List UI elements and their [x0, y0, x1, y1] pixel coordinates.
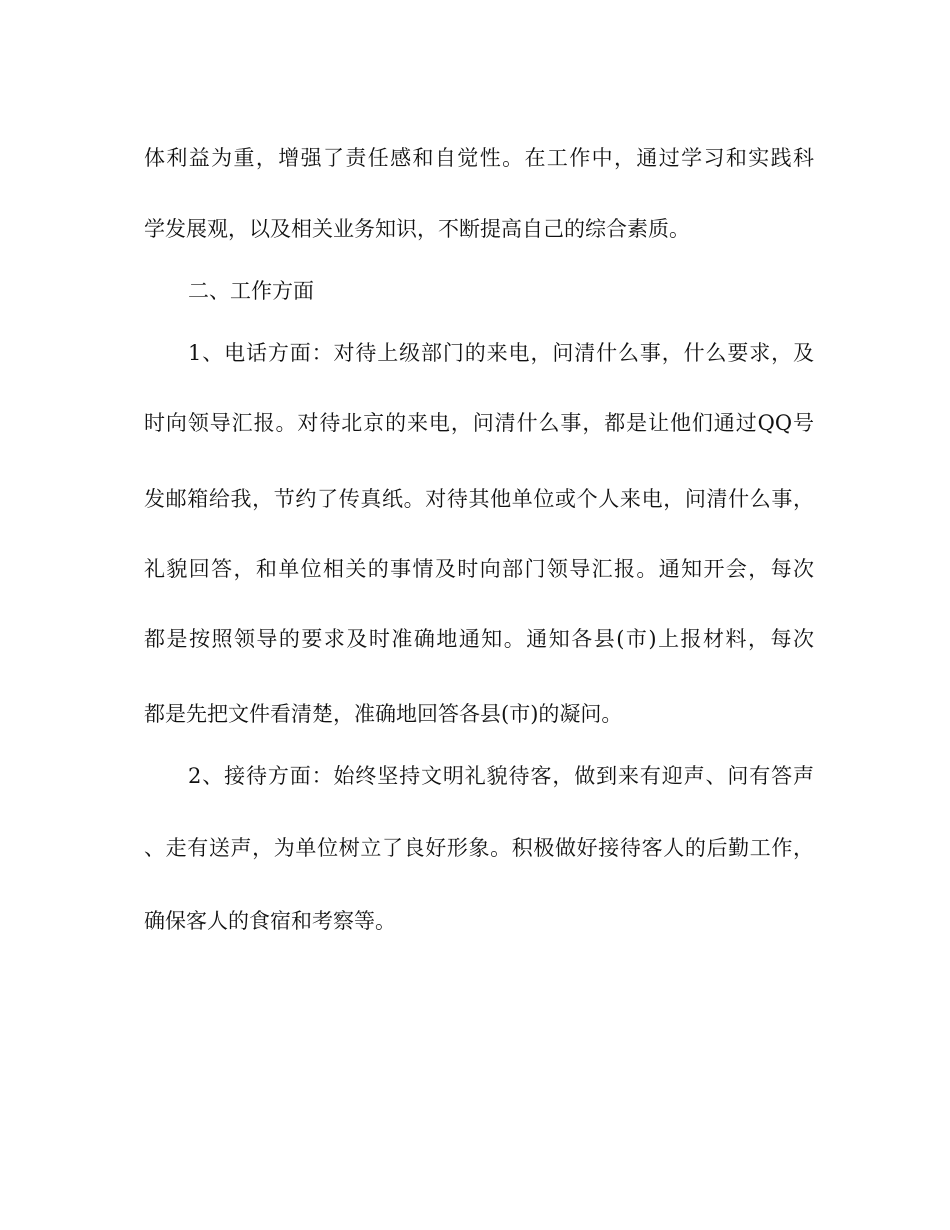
paragraph-line: 2、接待方面：始终坚持文明礼貌待客，做到来有迎声、问有答声: [188, 764, 814, 788]
paragraph-line: 时向领导汇报。对待北京的来电，问清什么事，都是让他们通过QQ号: [144, 411, 814, 435]
paragraph-line: 都是按照领导的要求及时准确地通知。通知各县(市)上报材料，每次: [144, 627, 814, 651]
paragraph-line: 发邮箱给我，节约了传真纸。对待其他单位或个人来电，问清什么事，: [144, 487, 814, 511]
paragraph-line: 1、电话方面：对待上级部门的来电，问清什么事，什么要求，及: [188, 341, 814, 365]
paragraph-line: 礼貌回答，和单位相关的事情及时向部门领导汇报。通知开会，每次: [144, 557, 814, 581]
paragraph-line: 体利益为重，增强了责任感和自觉性。在工作中，通过学习和实践科: [144, 146, 814, 170]
paragraph-line: 确保客人的食宿和考察等。: [144, 909, 396, 933]
paragraph-line: 都是先把文件看清楚，准确地回答各县(市)的凝问。: [144, 702, 623, 726]
paragraph-line: 、走有送声，为单位树立了良好形象。积极做好接待客人的后勤工作，: [144, 836, 814, 860]
section-heading: 二、工作方面: [188, 279, 314, 303]
paragraph-line: 学发展观，以及相关业务知识，不断提高自己的综合素质。: [144, 217, 690, 241]
